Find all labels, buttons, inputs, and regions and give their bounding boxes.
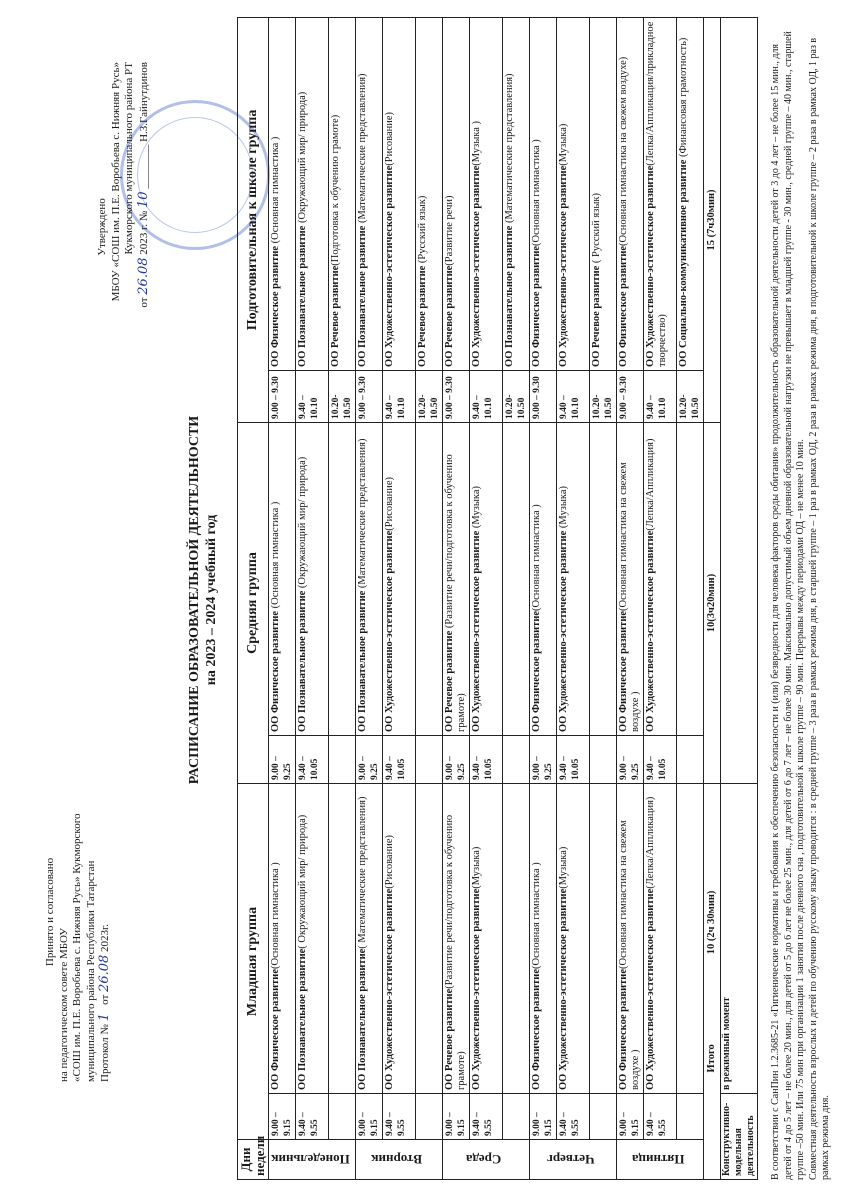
day-name: Вторник bbox=[371, 1152, 423, 1168]
schedule-title bbox=[186, 300, 220, 900]
protocol-year: 2023г. bbox=[99, 923, 111, 952]
activity-area: ОО Художественно-эстетическое развитие bbox=[384, 888, 395, 1090]
activity-text bbox=[558, 847, 569, 1090]
time-cell: 9.40 – 10.05 bbox=[644, 735, 677, 783]
activity-topic: (Основная гимнастика на свежем воздухе ) bbox=[618, 462, 641, 732]
approval-left-block bbox=[44, 742, 113, 1082]
activity-text bbox=[645, 22, 668, 367]
activity-text bbox=[558, 124, 569, 367]
time-cell: 9.00 – 9.30 bbox=[530, 370, 557, 422]
activity-text bbox=[591, 193, 602, 367]
activity-topic: (Развитие речи) bbox=[444, 195, 455, 266]
activity-text bbox=[297, 457, 308, 732]
time-cell: 10.20-10.50 bbox=[677, 370, 704, 422]
approval-left-line3: «СОШ им. П.Е. Воробьева с. Нижняя Русь» Кукморского bbox=[71, 813, 83, 1082]
table-row bbox=[269, 17, 296, 1179]
activity-text bbox=[444, 454, 467, 732]
signature-line: ________ bbox=[137, 144, 150, 189]
activity-topic: (Математические представления) bbox=[357, 73, 368, 226]
header-junior-group: Младшая группа bbox=[238, 783, 269, 1139]
activity-text bbox=[678, 38, 689, 367]
time-cell: 9.00 – 9.25 bbox=[617, 735, 644, 783]
time-cell bbox=[416, 1094, 443, 1140]
time-cell: 9.40 –9.55 bbox=[557, 1094, 590, 1140]
activity-cell bbox=[677, 783, 704, 1093]
table-row bbox=[329, 17, 356, 1179]
time-cell: 9.00 – 9.25 bbox=[443, 735, 470, 783]
activity-cell bbox=[590, 422, 617, 735]
activity-cell bbox=[503, 422, 530, 735]
time-cell: 9.40 – 10.05 bbox=[470, 735, 503, 783]
footer-note bbox=[770, 20, 833, 1180]
activity-text bbox=[417, 196, 428, 367]
time-cell bbox=[590, 735, 617, 783]
activity-cell bbox=[503, 17, 530, 370]
activity-text bbox=[471, 121, 482, 367]
construct-value: в режимный момент bbox=[721, 783, 758, 1093]
activity-text bbox=[270, 137, 281, 367]
activity-cell bbox=[590, 783, 617, 1093]
activity-cell bbox=[443, 783, 470, 1093]
time-cell: 10.20-10.50 bbox=[590, 370, 617, 422]
activity-cell bbox=[470, 17, 503, 370]
activity-text bbox=[504, 73, 515, 367]
activity-topic: (Музыка) bbox=[558, 846, 569, 889]
approval-right-name: Н.З.Гайнутдинов bbox=[137, 62, 150, 142]
activity-topic: (Основная гимнастика ) bbox=[270, 501, 281, 611]
table-row bbox=[677, 17, 704, 1179]
activity-area: ОО Познавательное развитие bbox=[297, 590, 308, 732]
activity-text bbox=[531, 504, 542, 732]
table-row bbox=[530, 17, 557, 1179]
header-days: Дни недели bbox=[238, 1140, 269, 1180]
activity-area: ОО Речевое развитие bbox=[330, 265, 341, 367]
activity-cell bbox=[296, 783, 329, 1093]
activity-area: ОО Физическое развитие bbox=[618, 610, 629, 732]
time-cell: 9.00 – 9.15 bbox=[443, 1094, 470, 1140]
activity-text bbox=[618, 462, 641, 732]
activity-cell bbox=[416, 422, 443, 735]
activity-topic: (Окружающий мир/ природа) bbox=[297, 456, 308, 591]
activity-topic: (Финансовая грамотность) bbox=[678, 37, 689, 160]
activity-cell bbox=[557, 783, 590, 1093]
total-middle: 10(3ч20мин) bbox=[704, 422, 721, 783]
total-label bbox=[704, 783, 721, 1179]
activity-cell bbox=[329, 422, 356, 735]
approval-right-line2: МБОУ «СОШ им. П.Е. Воробьева с. Нижняя Русь» bbox=[109, 62, 122, 302]
table-row bbox=[503, 17, 530, 1179]
activity-topic: (Основная гимнастика ) bbox=[270, 862, 281, 969]
activity-area: ОО Познавательное развитие bbox=[357, 590, 368, 732]
time-cell bbox=[503, 1094, 530, 1140]
protocol-label: Протокол № bbox=[99, 1024, 111, 1082]
header-middle-group: Средняя группа bbox=[238, 422, 269, 783]
activity-text bbox=[270, 862, 281, 1090]
activity-text bbox=[444, 815, 467, 1090]
activity-area: ОО Речевое развитие bbox=[444, 630, 455, 732]
activity-text bbox=[384, 835, 395, 1090]
time-cell bbox=[590, 1094, 617, 1140]
table-header-row bbox=[238, 17, 269, 1179]
activity-text bbox=[384, 477, 395, 732]
approval-left-line4: муниципального района Республики Татарстан bbox=[84, 860, 97, 1082]
protocol-date-from: от bbox=[99, 994, 111, 1005]
approval-right-block bbox=[96, 62, 151, 392]
activity-topic: (Основная гимнастика ) bbox=[270, 136, 281, 246]
activity-cell bbox=[383, 17, 416, 370]
time-cell: 9.40 –9.55 bbox=[470, 1094, 503, 1140]
construct-label: Конструктивно-модельная деятельность bbox=[721, 1094, 758, 1180]
activity-cell bbox=[269, 783, 296, 1093]
activity-topic: (Основная гимнастика на свежем воздухе) bbox=[618, 56, 629, 246]
approval-left-protocol bbox=[98, 742, 113, 1082]
total-label-text: Итого bbox=[706, 1044, 717, 1073]
day-name: Пятница bbox=[631, 1152, 685, 1168]
activity-cell bbox=[383, 783, 416, 1093]
activity-cell bbox=[329, 17, 356, 370]
day-cell bbox=[443, 1140, 530, 1180]
activity-text bbox=[531, 139, 542, 367]
activity-text bbox=[357, 438, 368, 732]
time-cell: 9.40 – 10.10 bbox=[644, 370, 677, 422]
day-cell bbox=[617, 1140, 704, 1180]
activity-topic: (Развитие речи/подготовка к обучению грамоте) bbox=[444, 454, 467, 732]
activity-text bbox=[531, 862, 542, 1090]
activity-cell bbox=[470, 422, 503, 735]
activity-area: ОО Физическое развитие bbox=[531, 610, 542, 732]
activity-cell bbox=[443, 17, 470, 370]
activity-topic: (Музыка) bbox=[558, 123, 569, 166]
activity-area: ОО Физическое развитие bbox=[270, 968, 281, 1090]
activity-topic: (Развитие речи/подготовка к обучению грамоте) bbox=[444, 814, 467, 1090]
activity-cell bbox=[329, 783, 356, 1093]
time-cell: 9.00 – 9.30 bbox=[356, 370, 383, 422]
approval-right-number: 10 bbox=[135, 191, 151, 208]
activity-cell bbox=[644, 17, 677, 370]
total-prep: 15 (7ч30мин) bbox=[704, 17, 721, 422]
day-name: Среда bbox=[466, 1152, 502, 1168]
activity-area: ОО Физическое развитие bbox=[270, 610, 281, 732]
activity-topic: (Музыка) bbox=[471, 846, 482, 889]
activity-topic: (Лепка/Аппликация/прикладное творчество) bbox=[645, 21, 668, 367]
activity-topic: (Музыка) bbox=[558, 486, 569, 531]
time-cell: 9.40 –9.55 bbox=[644, 1094, 677, 1140]
schedule-body bbox=[269, 17, 758, 1179]
activity-cell bbox=[269, 17, 296, 370]
activity-area: ОО Речевое развитие bbox=[444, 265, 455, 367]
approval-right-from: от bbox=[137, 297, 150, 308]
title-line1: РАСПИСАНИЕ ОБРАЗОВАТЕЛЬНОЙ ДЕЯТЕЛЬНОСТИ bbox=[187, 415, 202, 785]
activity-text bbox=[270, 502, 281, 732]
activity-cell bbox=[617, 17, 644, 370]
activity-text bbox=[297, 92, 308, 367]
activity-cell bbox=[296, 422, 329, 735]
table-row bbox=[296, 17, 329, 1179]
activity-text bbox=[618, 820, 641, 1090]
activity-area: ОО Физическое развитие bbox=[531, 245, 542, 367]
activity-cell bbox=[644, 422, 677, 735]
time-cell: 9.00 – 9.25 bbox=[269, 735, 296, 783]
approval-right-no-label: № bbox=[137, 210, 150, 222]
time-cell: 9.00 – 9.30 bbox=[617, 370, 644, 422]
day-cell bbox=[269, 1140, 356, 1180]
approval-right-line3: Кукморского муниципального района РТ bbox=[123, 62, 135, 255]
activity-text bbox=[645, 439, 656, 732]
day-name: Четверг bbox=[547, 1152, 595, 1168]
day-name: Понедельник bbox=[270, 1152, 350, 1168]
time-cell: 9.40 – 10.10 bbox=[557, 370, 590, 422]
approval-right-line4 bbox=[137, 62, 152, 392]
activity-area: ОО Физическое развитие bbox=[618, 968, 629, 1090]
activity-topic: (Окружающий мир/ природа) bbox=[297, 91, 308, 226]
activity-topic: (Рисование) bbox=[384, 477, 395, 531]
activity-topic: (Подготовка к обучению грамоте) bbox=[330, 114, 341, 266]
table-row bbox=[443, 17, 470, 1179]
time-cell: 9.40 – 10.05 bbox=[557, 735, 590, 783]
time-cell bbox=[329, 1094, 356, 1140]
time-cell: 10.20-10.50 bbox=[416, 370, 443, 422]
activity-cell bbox=[677, 17, 704, 370]
table-row bbox=[470, 17, 503, 1179]
approval-left-line1: Принято и согласовано bbox=[44, 857, 56, 967]
table-row bbox=[356, 17, 383, 1179]
activity-text bbox=[645, 797, 656, 1090]
construct-row bbox=[721, 17, 758, 1179]
activity-area: ОО Физическое развитие bbox=[270, 245, 281, 367]
activity-area: ОО Познавательное развитие bbox=[297, 225, 308, 367]
activity-text bbox=[618, 57, 629, 367]
activity-cell bbox=[677, 422, 704, 735]
activity-area: ОО Художественно-эстетическое развитие bbox=[558, 888, 569, 1090]
day-cell bbox=[530, 1140, 617, 1180]
activity-area: ОО Художественно-эстетическое развитие bbox=[471, 888, 482, 1090]
activity-text bbox=[444, 195, 455, 367]
time-cell: 9.40 – 9.55 bbox=[383, 1094, 416, 1140]
activity-text bbox=[357, 73, 368, 367]
activity-topic: (Музыка ) bbox=[471, 120, 482, 166]
footer-paragraph-1: В соответствии с СанПин 1.2.3685-21 «Гигиенические нормативы и требования к обеспечению безопасности и (или) безвредности для человека факторов среды обитания» продолжительность образовательной деятельности детей от 3 до 4 лет – не более 15 мин., для детей от 4 до 5 лет – не более 20 мин., для детей от 5 до 6 лет не более 25 мин., для детей от 6 до 7 лет – не более 30 мин. Максимально допустимый объем дневной образовательной нагрузки не превышает в младшей группе - 30 мин., средней группе – 40 мин., старшей группе –50 мин. Или 75 мин при организации 1 занятия после дневного сна , подготовительной к школе группе – 90 мин. Перерывы между периодами ОД – не менее 10 мин. bbox=[770, 31, 806, 1180]
activity-text bbox=[357, 797, 368, 1091]
activity-topic: ( Окружающий мир/ природа) bbox=[297, 814, 308, 949]
time-cell: 9.40 – 10.05 bbox=[383, 735, 416, 783]
activity-topic: ( Математические представления) bbox=[357, 796, 368, 949]
activity-cell bbox=[530, 422, 557, 735]
activity-area: ОО Социально-коммуникативное развитие bbox=[678, 159, 689, 367]
activity-cell bbox=[557, 17, 590, 370]
table-row bbox=[416, 17, 443, 1179]
activity-area: ОО Речевое развитие bbox=[444, 988, 455, 1090]
time-cell: 9.00 – 9.15 bbox=[530, 1094, 557, 1140]
activity-topic: (Основная гимнастика ) bbox=[531, 139, 542, 246]
activity-topic: (Лепка/Аппликация) bbox=[645, 438, 656, 531]
activity-topic: (Рисование) bbox=[384, 111, 395, 166]
activity-cell bbox=[503, 783, 530, 1093]
header-prep-group: Подготовительная к школе группа bbox=[238, 17, 269, 422]
activity-cell bbox=[356, 783, 383, 1093]
activity-cell bbox=[590, 17, 617, 370]
activity-text bbox=[297, 815, 308, 1090]
day-cell bbox=[356, 1140, 443, 1180]
time-cell: 9.40 – 10.10 bbox=[383, 370, 416, 422]
activity-topic: (Рисование) bbox=[384, 835, 395, 889]
activity-area: ОО Художественно-эстетическое развитие bbox=[645, 530, 656, 732]
activity-topic: ( Русский язык) bbox=[591, 192, 602, 266]
total-junior: 10 (2ч 30мин) bbox=[706, 890, 717, 955]
time-cell: 9.40 –9.55 bbox=[296, 1094, 329, 1140]
activity-cell bbox=[443, 422, 470, 735]
approval-right-line1: Утверждено bbox=[96, 198, 108, 256]
activity-topic: (Лепка/Аппликация) bbox=[645, 796, 656, 889]
activity-topic: (Русский язык) bbox=[417, 195, 428, 266]
activity-area: ОО Художественно-эстетическое развитие bbox=[645, 888, 656, 1090]
time-cell: 9.40 – 10.10 bbox=[296, 370, 329, 422]
activity-topic: (Музыка) bbox=[471, 486, 482, 531]
activity-cell bbox=[356, 17, 383, 370]
footer-paragraph-2: Совместная деятельность взрослых и детей по обучению русскому языку проводится : в средней группе – 3 раза в рамках режима дня, в старшей группе – 1 раз в рамках ОД, 2 раза в рамках режима дня, в подготовительной к школе группе – 2 раза в рамках ОД, 1 раз в рамках режима дня. bbox=[807, 37, 831, 1180]
time-cell: 9.00 – 9.25 bbox=[530, 735, 557, 783]
activity-cell bbox=[530, 783, 557, 1093]
activity-text bbox=[330, 115, 341, 367]
activity-cell bbox=[416, 17, 443, 370]
table-row bbox=[617, 17, 644, 1179]
time-cell bbox=[329, 735, 356, 783]
schedule-table bbox=[237, 17, 758, 1180]
activity-text bbox=[471, 847, 482, 1090]
activity-cell bbox=[383, 422, 416, 735]
time-cell: 9.00 – 9.15 bbox=[356, 1094, 383, 1140]
activity-text bbox=[471, 486, 482, 732]
activity-area: ОО Художественно-эстетическое развитие bbox=[384, 530, 395, 732]
activity-cell bbox=[617, 783, 644, 1093]
time-cell: 9.40 – 10.10 bbox=[470, 370, 503, 422]
activity-area: ОО Художественно-эстетическое развитие bbox=[471, 530, 482, 732]
activity-cell bbox=[617, 422, 644, 735]
activity-area: ОО Познавательное развитие bbox=[504, 225, 515, 367]
activity-cell bbox=[296, 17, 329, 370]
time-cell: 9.00 – 9.30 bbox=[443, 370, 470, 422]
activity-area: ОО Речевое развитие bbox=[417, 265, 428, 367]
time-cell: 9.00 – 9.30 bbox=[269, 370, 296, 422]
activity-cell bbox=[356, 422, 383, 735]
activity-area: ОО Физическое развитие bbox=[618, 245, 629, 367]
table-row bbox=[590, 17, 617, 1179]
activity-cell bbox=[530, 17, 557, 370]
activity-cell bbox=[644, 783, 677, 1093]
activity-area: ОО Художественно-эстетическое развитие bbox=[645, 165, 656, 367]
activity-topic: (Основная гимнастика на свежем воздухе ) bbox=[618, 820, 641, 1090]
time-cell: 10.20-10.50 bbox=[503, 370, 530, 422]
total-row bbox=[704, 17, 721, 1179]
activity-area: ОО Познавательное развитие bbox=[297, 948, 308, 1090]
activity-area: ОО Художественно-эстетическое развитие bbox=[384, 165, 395, 367]
activity-area: ОО Художественно-эстетическое развитие bbox=[558, 165, 569, 367]
activity-topic: (Математические представления) bbox=[504, 73, 515, 226]
title-line2: на 2023 – 2024 учебный год bbox=[204, 514, 219, 686]
table-row bbox=[383, 17, 416, 1179]
table-row bbox=[644, 17, 677, 1179]
time-cell bbox=[677, 735, 704, 783]
protocol-number: 1 bbox=[97, 1013, 112, 1022]
approval-right-year: 2023 г. bbox=[137, 223, 150, 255]
time-cell: 9.00 – 9.15 bbox=[617, 1094, 644, 1140]
time-cell: 9.40 – 10.05 bbox=[296, 735, 329, 783]
construct-empty bbox=[721, 17, 758, 783]
activity-text bbox=[558, 486, 569, 732]
activity-area: ОО Художественно-эстетическое развитие bbox=[471, 165, 482, 367]
time-cell: 9.00 – 9.25 bbox=[356, 735, 383, 783]
activity-text bbox=[384, 112, 395, 367]
activity-cell bbox=[470, 783, 503, 1093]
activity-area: ОО Физическое развитие bbox=[531, 968, 542, 1090]
time-cell bbox=[677, 1094, 704, 1140]
activity-area: ОО Речевое развитие bbox=[591, 265, 602, 367]
activity-area: ОО Познавательное развитие bbox=[357, 948, 368, 1090]
activity-topic: (Математические представления) bbox=[357, 438, 368, 591]
time-cell: 9.00 –9.15 bbox=[269, 1094, 296, 1140]
activity-area: ОО Художественно-эстетическое развитие bbox=[558, 530, 569, 732]
time-cell: 10.20-10.50 bbox=[329, 370, 356, 422]
time-cell bbox=[503, 735, 530, 783]
table-row bbox=[557, 17, 590, 1179]
activity-topic: (Основная гимнастика ) bbox=[531, 862, 542, 969]
approval-left-line2: на педагогическом совете МБОУ bbox=[57, 927, 70, 1082]
activity-cell bbox=[557, 422, 590, 735]
activity-area: ОО Познавательное развитие bbox=[357, 225, 368, 367]
protocol-date: 26.08 bbox=[97, 954, 112, 992]
activity-cell bbox=[269, 422, 296, 735]
time-cell bbox=[416, 735, 443, 783]
activity-cell bbox=[416, 783, 443, 1093]
approval-right-date: 26.08 bbox=[135, 257, 151, 295]
activity-topic: (Основная гимнастика ) bbox=[531, 504, 542, 611]
